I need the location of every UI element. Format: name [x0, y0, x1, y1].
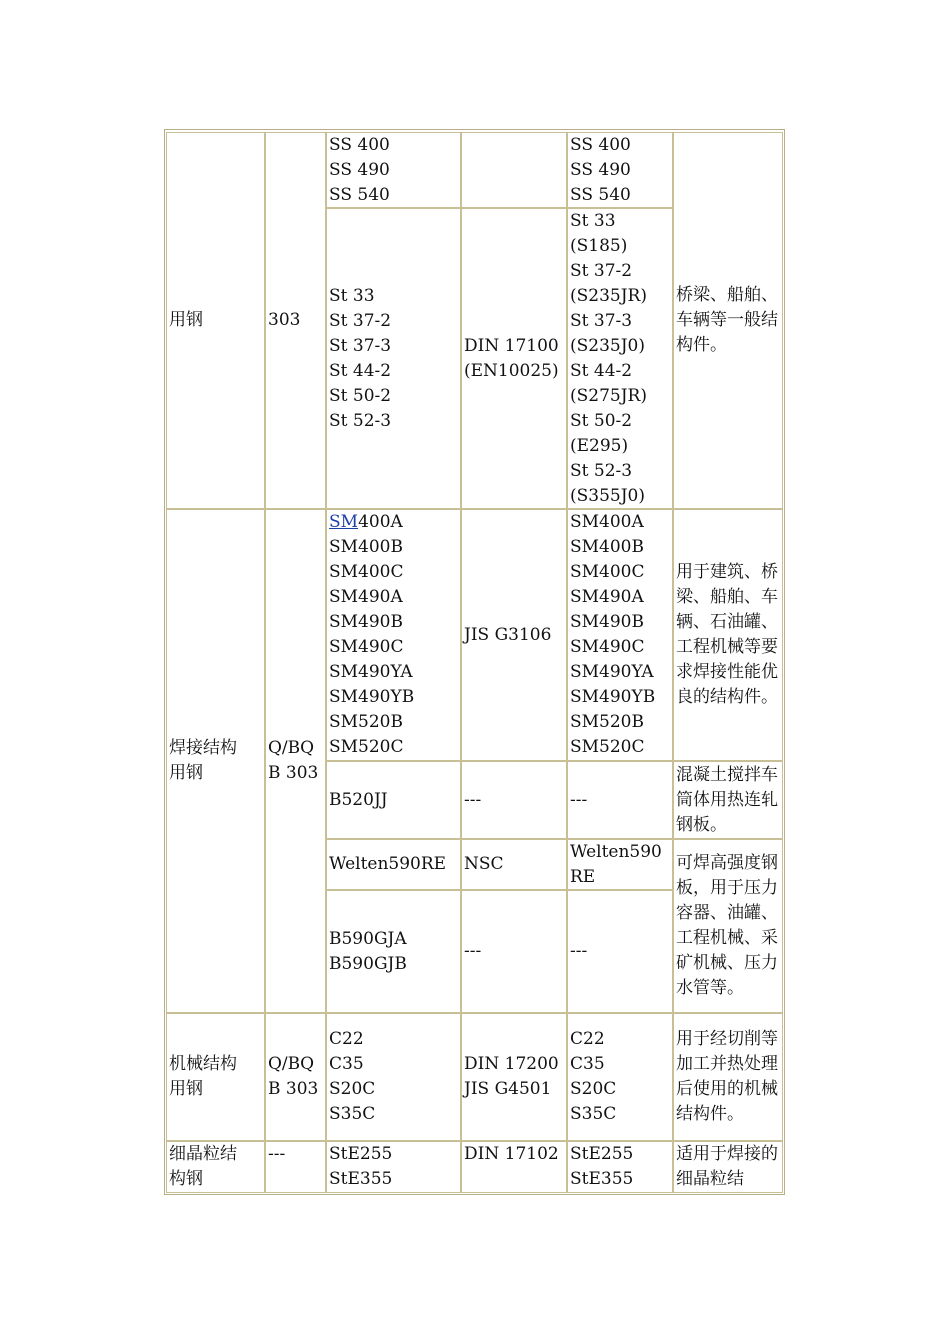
foreign-standard-text: ---: [464, 789, 482, 810]
category-cell: [166, 509, 265, 1013]
foreign-standard-text: NSC: [464, 854, 504, 874]
standard-no-cell: [265, 132, 326, 509]
equivalent-grade-line: St 50-2: [570, 411, 633, 431]
equivalent-grade-line: St 37-2: [570, 261, 633, 281]
category-text: 用钢: [169, 310, 203, 330]
grade-line: St 37-3: [329, 335, 392, 356]
foreign-standard-cell: [461, 890, 567, 1013]
standard-no-cell: [265, 1013, 326, 1141]
foreign-standard-cell: [461, 509, 567, 761]
grade-cell: [326, 890, 461, 1013]
equivalent-grade-cell: [567, 1013, 673, 1141]
equivalent-grade-cell: [567, 761, 673, 839]
equivalent-grade-line: SS 490: [570, 160, 631, 180]
equivalent-grade-cell: [567, 509, 673, 761]
equivalent-grade-line: SM490A: [570, 587, 644, 607]
grade-line: S20C: [329, 1079, 376, 1099]
grade-line: StE255: [329, 1144, 393, 1164]
equivalent-grade-cell: [567, 132, 673, 208]
equivalent-grade-line: S35C: [570, 1104, 617, 1124]
equivalent-grade-line: StE255: [570, 1144, 634, 1164]
equivalent-grade-line: SM490YA: [570, 662, 654, 682]
usage-text: 可焊高强度钢板，用于压力容器、油罐、工程机械、采矿机械、压力水管等。: [676, 853, 778, 998]
grade-cell: [326, 509, 461, 761]
equivalent-grade-line: C22: [570, 1029, 605, 1049]
equivalent-grade-cell: [567, 890, 673, 1013]
grade-line: SS 400: [329, 135, 390, 155]
standard-no-text: ---: [268, 1144, 286, 1164]
standard-no-cell: [265, 1141, 326, 1193]
grade-line: St 52-3: [329, 410, 392, 431]
grade-text: 400A: [358, 512, 403, 532]
equivalent-grade-line: (S275JR): [570, 386, 647, 406]
equivalent-grade-line: SM400A: [570, 512, 644, 532]
equivalent-grade-line: (S355J0): [570, 486, 645, 506]
equivalent-grade-cell: [567, 839, 673, 890]
grade-cell: [326, 208, 461, 509]
equivalent-grade-line: (S235JR): [570, 286, 647, 306]
foreign-standard-cell: [461, 1013, 567, 1141]
equivalent-grade-line: SM520C: [570, 737, 645, 757]
usage-cell: [673, 839, 783, 1013]
equivalent-grade-line: St 44-2: [570, 361, 633, 381]
equivalent-grade-line: C35: [570, 1054, 605, 1074]
equivalent-grade-line: SM490YB: [570, 687, 656, 707]
grade-line: St 50-2: [329, 385, 392, 406]
grade-line: St 37-2: [329, 310, 392, 331]
usage-text: 适用于焊接的细晶粒结: [676, 1144, 778, 1189]
equivalent-grade-line: (E295): [570, 436, 629, 456]
usage-cell: [673, 1141, 783, 1193]
usage-cell: [673, 509, 783, 761]
standard-no-cell: [265, 509, 326, 1013]
grade-line: B590GJA: [329, 928, 407, 949]
equivalent-grade-text: ---: [570, 941, 588, 961]
equivalent-grade-line: SS 540: [570, 185, 631, 205]
grade-text: B520JJ: [329, 789, 388, 810]
grade-line: C22: [329, 1029, 364, 1049]
usage-cell: [673, 132, 783, 509]
standard-no-text: 303: [268, 310, 301, 330]
grade-line: St 44-2: [329, 360, 392, 381]
foreign-standard-line: DIN 17100: [464, 335, 559, 356]
grade-line: SS 540: [329, 185, 390, 205]
category-cell: [166, 1141, 265, 1193]
foreign-standard-cell: [461, 839, 567, 890]
grade-text: Welten590RE: [329, 854, 447, 874]
grade-line: St 33: [329, 285, 375, 306]
equivalent-grade-line: (S235J0): [570, 336, 645, 356]
grade-line: SM490YB: [329, 687, 415, 707]
foreign-standard-line: JIS G4501: [464, 1079, 552, 1099]
grade-cell: [326, 132, 461, 208]
foreign-standard-cell: [461, 1141, 567, 1193]
grade-line: C35: [329, 1054, 364, 1074]
grade-line: SM490B: [329, 612, 403, 632]
grade-line: SM400C: [329, 562, 404, 582]
grade-line: S35C: [329, 1104, 376, 1124]
equivalent-grade-line: SM400B: [570, 537, 644, 557]
grade-line: [329, 510, 460, 535]
foreign-standard-cell: [461, 208, 567, 509]
usage-text: 用于建筑、桥梁、船舶、车辆、石油罐、工程机械等要求焊接性能优良的结构件。: [676, 562, 778, 707]
foreign-standard-cell: [461, 761, 567, 839]
equivalent-grade-line: St 37-3: [570, 311, 633, 331]
grade-line: SM400B: [329, 537, 403, 557]
grade-line: SS 490: [329, 160, 390, 180]
equivalent-grade-line: St 52-3: [570, 461, 633, 481]
equivalent-grade-cell: [567, 1141, 673, 1193]
grade-link[interactable]: SM: [329, 512, 359, 532]
grade-line: SM490A: [329, 587, 403, 607]
grade-cell: [326, 1013, 461, 1141]
grade-line: SM490C: [329, 637, 404, 657]
grade-line: SM490YA: [329, 662, 413, 682]
category-cell: [166, 132, 265, 509]
foreign-standard-line: (EN10025): [464, 360, 559, 381]
usage-text: 桥梁、船舶、车辆等一般结构件。: [676, 285, 778, 355]
grade-line: SM520C: [329, 737, 404, 757]
equivalent-grade-line: StE355: [570, 1169, 634, 1189]
category-text: 机械结构用钢: [169, 1054, 237, 1099]
equivalent-grade-line: SM400C: [570, 562, 645, 582]
foreign-standard-line: DIN 17200: [464, 1054, 559, 1074]
usage-cell: [673, 761, 783, 839]
grade-cell: [326, 1141, 461, 1193]
equivalent-grade-text: ---: [570, 789, 588, 810]
grade-line: B590GJB: [329, 953, 407, 974]
foreign-standard-cell: [461, 132, 567, 208]
equivalent-grade-line: SM520B: [570, 712, 644, 732]
foreign-standard-text: DIN 17102: [464, 1144, 559, 1164]
foreign-standard-text: JIS G3106: [464, 624, 552, 645]
grade-cell: [326, 761, 461, 839]
equivalent-grade-cell: [567, 208, 673, 509]
standard-no-text: Q/BQB 303: [268, 738, 319, 783]
equivalent-grade-line: (S185): [570, 236, 628, 256]
grade-cell: [326, 839, 461, 890]
equivalent-grade-line: SM490C: [570, 637, 645, 657]
category-cell: [166, 1013, 265, 1141]
usage-cell: [673, 1013, 783, 1141]
category-text: 细晶粒结构钢: [169, 1144, 237, 1189]
equivalent-grade-line: SM490B: [570, 612, 644, 632]
equivalent-grade-line: SS 400: [570, 135, 631, 155]
equivalent-grade-line: S20C: [570, 1079, 617, 1099]
category-text: 焊接结构用钢: [169, 738, 237, 783]
grade-line: SM520B: [329, 712, 403, 732]
equivalent-grade-text: Welten590RE: [570, 841, 662, 887]
grade-line: StE355: [329, 1169, 393, 1189]
equivalent-grade-line: St 33: [570, 211, 616, 231]
usage-text: 用于经切削等加工并热处理后使用的机械结构件。: [676, 1029, 778, 1124]
foreign-standard-text: ---: [464, 941, 482, 961]
usage-text: 混凝土搅拌车筒体用热连轧钢板。: [676, 764, 778, 835]
standard-no-text: Q/BQB 303: [268, 1054, 319, 1099]
